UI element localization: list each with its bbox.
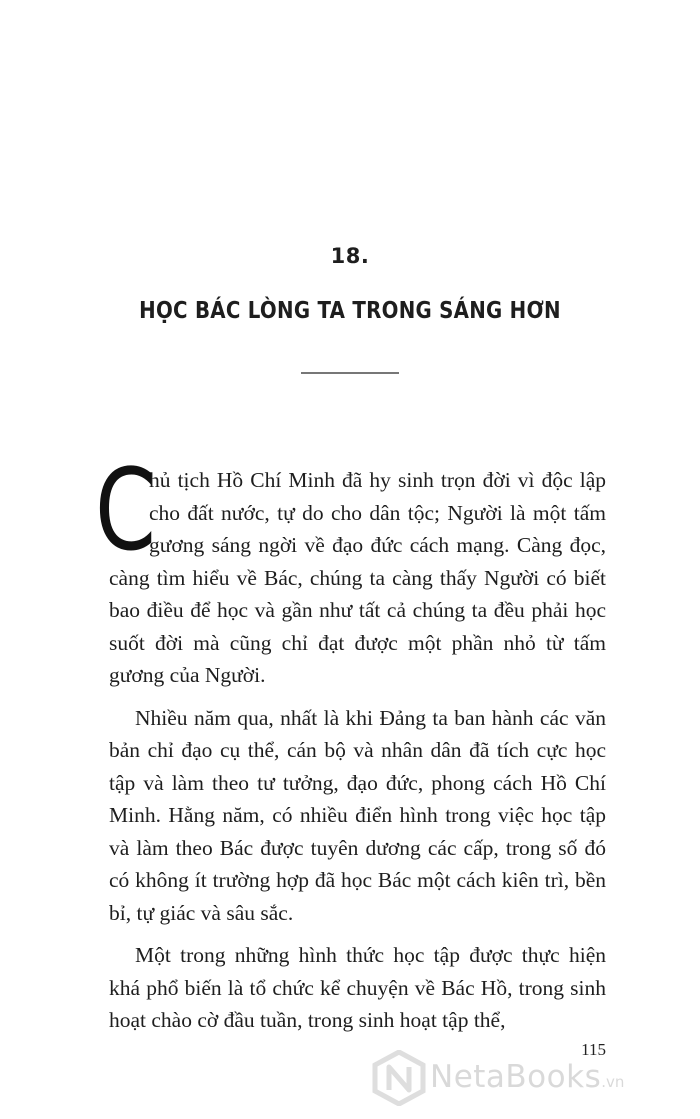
- chapter-title: HỌC BÁC LÒNG TA TRONG SÁNG HƠN: [139, 298, 561, 324]
- chapter-number: 18.: [330, 244, 370, 268]
- paragraph-2: Nhiều năm qua, nhất là khi Đảng ta ban hành các văn bản chỉ đạo cụ thể, cán bộ và nhân dân đã tích cực học tập và làm theo tư tưởng, đạo đức, phong cách Hồ Chí Minh. Hằng năm, có nhiều điển hình trong việc học tập và làm theo Bác được tuyên dương các cấp, trong số đó có không ít trường hợp đã học Bác một cách kiên trì, bền bỉ, tự giác và sâu sắc.: [109, 705, 606, 925]
- body-text: [95, 446, 606, 1047]
- paragraph-1-text: hủ tịch Hồ Chí Minh đã hy sinh trọn đời vì độc lập cho đất nước, tự do cho dân tộc; Người là một tấm gương sáng ngời về đạo đức cách mạng. Càng đọc, càng tìm hiểu về Bác, chúng ta càng thấy Người có biết bao điều để học và gần như tất cả chúng ta đều phải học suốt đời mà cũng chỉ đạt được một phần nhỏ từ tấm gương của Người.: [109, 468, 606, 687]
- page-number: 115: [581, 1040, 606, 1059]
- netabooks-logo-icon: [372, 1050, 426, 1106]
- watermark-tld: .vn: [601, 1073, 625, 1091]
- title-divider: [301, 372, 399, 374]
- watermark: [372, 1050, 700, 1106]
- paragraph-1: [95, 446, 606, 692]
- watermark-brand: NetaBooks: [430, 1059, 602, 1095]
- drop-cap: C: [95, 446, 156, 576]
- paragraph-3: Một trong những hình thức học tập được thực hiện khá phổ biến là tổ chức kể chuyện về Bác Hồ, trong sinh hoạt chào cờ đầu tuần, trong sinh hoạt tập thể,: [109, 943, 606, 1032]
- watermark-text: [430, 1059, 624, 1095]
